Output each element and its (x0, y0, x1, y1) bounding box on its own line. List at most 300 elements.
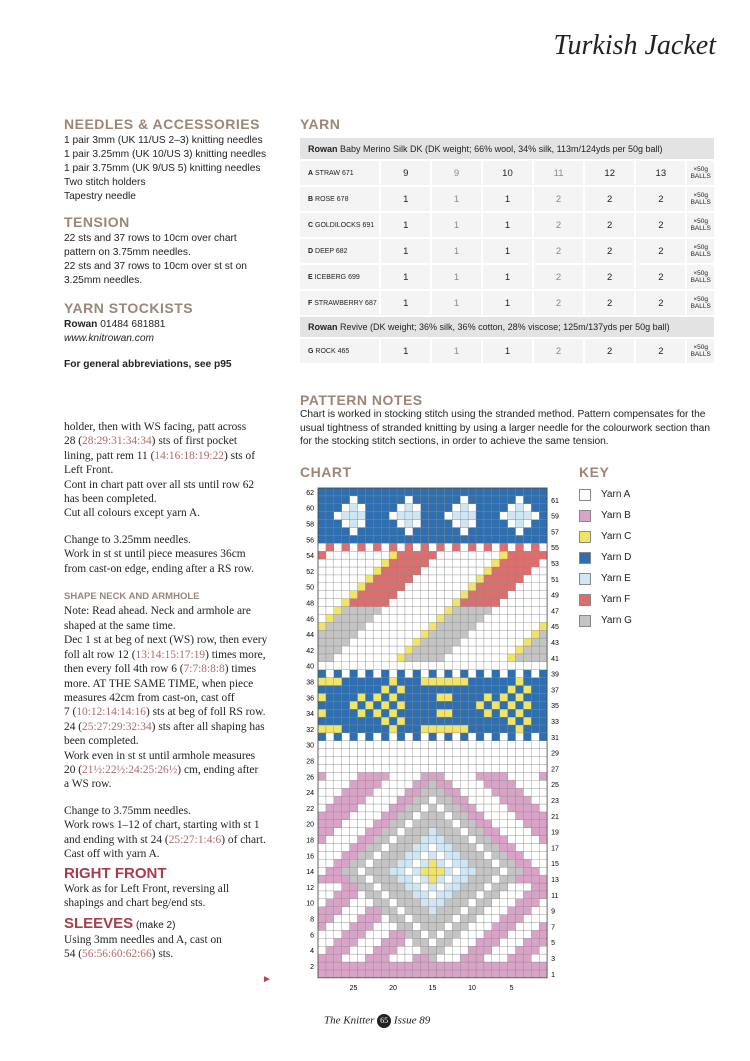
chart-stitch (421, 923, 429, 931)
chart-stitch (508, 804, 516, 812)
chart-stitch (539, 543, 547, 551)
chart-stitch (452, 788, 460, 796)
chart-stitch (484, 867, 492, 875)
chart-stitch (523, 551, 531, 559)
chart-stitch (508, 678, 516, 686)
chart-stitch (539, 567, 547, 575)
chart-stitch (484, 891, 492, 899)
chart-stitch (413, 923, 421, 931)
chart-stitch (334, 630, 342, 638)
chart-stitch (334, 638, 342, 646)
chart-stitch (476, 575, 484, 583)
chart-stitch (468, 583, 476, 591)
chart-stitch (350, 725, 358, 733)
chart-stitch (516, 891, 524, 899)
chart-stitch (492, 765, 500, 773)
chart-stitch (389, 670, 397, 678)
chart-stitch (342, 709, 350, 717)
chart-stitch (358, 804, 366, 812)
chart-stitch (373, 559, 381, 567)
chart-stitch (365, 828, 373, 836)
chart-stitch (373, 867, 381, 875)
chart-stitch (531, 851, 539, 859)
chart-stitch (381, 970, 389, 978)
chart-stitch (365, 907, 373, 915)
chart-stitch (516, 970, 524, 978)
chart-stitch (508, 496, 516, 504)
chart-stitch (381, 678, 389, 686)
yarn-quantity: 2 (533, 212, 584, 238)
chart-stitch (326, 630, 334, 638)
chart-stitch (460, 812, 468, 820)
chart-stitch (358, 575, 366, 583)
chart-row-label: 57 (551, 529, 559, 537)
chart-stitch (421, 686, 429, 694)
chart-stitch (460, 867, 468, 875)
chart-stitch (389, 772, 397, 780)
chart-stitch (397, 488, 405, 496)
chart-stitch (500, 622, 508, 630)
chart-stitch (500, 512, 508, 520)
chart-stitch (358, 693, 366, 701)
chart-stitch (413, 543, 421, 551)
chart-stitch (397, 528, 405, 536)
chart-stitch (444, 504, 452, 512)
chart-stitch (358, 488, 366, 496)
chart-stitch (468, 733, 476, 741)
chart-stitch (460, 836, 468, 844)
chart-stitch (421, 741, 429, 749)
chart-stitch (373, 915, 381, 923)
chart-stitch (342, 820, 350, 828)
chart-stitch (516, 686, 524, 694)
chart-stitch (460, 646, 468, 654)
chart-stitch (373, 567, 381, 575)
chart-stitch (350, 630, 358, 638)
chart-stitch (539, 662, 547, 670)
chart-stitch (350, 883, 358, 891)
chart-stitch (452, 607, 460, 615)
chart-stitch (508, 757, 516, 765)
chart-stitch (468, 717, 476, 725)
chart-stitch (452, 836, 460, 844)
chart-stitch (326, 607, 334, 615)
chart-stitch (389, 725, 397, 733)
chart-stitch (539, 575, 547, 583)
chart-stitch (508, 772, 516, 780)
chart-stitch (460, 962, 468, 970)
chart-stitch (373, 765, 381, 773)
chart-stitch (358, 591, 366, 599)
chart-stitch (444, 851, 452, 859)
chart-stitch (342, 891, 350, 899)
chart-stitch (318, 844, 326, 852)
chart-stitch (421, 559, 429, 567)
chart-stitch (460, 567, 468, 575)
chart-stitch (381, 757, 389, 765)
chart-stitch (381, 883, 389, 891)
chart-stitch (523, 709, 531, 717)
chart-stitch (516, 946, 524, 954)
chart-stitch (460, 749, 468, 757)
yarn-name: A STRAW 671 (300, 160, 380, 186)
chart-stitch (413, 678, 421, 686)
chart-stitch (342, 693, 350, 701)
chart-stitch (508, 543, 516, 551)
chart-stitch (452, 504, 460, 512)
chart-stitch (523, 717, 531, 725)
chart-stitch (318, 607, 326, 615)
chart-stitch (460, 630, 468, 638)
chart-stitch (476, 591, 484, 599)
yarn-row (300, 186, 714, 212)
chart-stitch (539, 488, 547, 496)
chart-stitch (373, 859, 381, 867)
chart-stitch (468, 820, 476, 828)
chart-stitch (444, 938, 452, 946)
chart-stitch (334, 804, 342, 812)
chart-stitch (318, 599, 326, 607)
chart-stitch (492, 733, 500, 741)
chart-stitch (523, 512, 531, 520)
chart-stitch (397, 717, 405, 725)
chart-stitch (476, 946, 484, 954)
chart-stitch (429, 923, 437, 931)
chart-stitch (476, 599, 484, 607)
chart-stitch (381, 891, 389, 899)
chart-stitch (326, 851, 334, 859)
chart-stitch (437, 836, 445, 844)
chart-stitch (318, 772, 326, 780)
chart-stitch (381, 820, 389, 828)
chart-stitch (508, 630, 516, 638)
chart-stitch (373, 670, 381, 678)
chart-stitch (516, 851, 524, 859)
continue-arrow-icon: ► (262, 974, 272, 985)
chart-stitch (405, 970, 413, 978)
chart-stitch (476, 907, 484, 915)
chart-stitch (468, 765, 476, 773)
chart-stitch (350, 638, 358, 646)
chart-stitch (365, 757, 373, 765)
abbreviations-note: For general abbreviations, see p95 (64, 359, 232, 370)
chart-stitch (437, 709, 445, 717)
chart-stitch (429, 646, 437, 654)
chart-stitch (429, 883, 437, 891)
chart-row-label: 55 (551, 545, 559, 553)
chart-stitch (397, 907, 405, 915)
chart-row-label: 36 (306, 695, 314, 703)
chart-stitch (389, 930, 397, 938)
chart-stitch (373, 946, 381, 954)
chart-stitch (492, 938, 500, 946)
chart-stitch (429, 512, 437, 520)
chart-stitch (326, 512, 334, 520)
chart-stitch (429, 583, 437, 591)
chart-stitch (421, 709, 429, 717)
chart-stitch (381, 938, 389, 946)
yarn-section (300, 116, 714, 365)
chart-stitch (405, 646, 413, 654)
chart-stitch (444, 535, 452, 543)
chart-stitch (381, 686, 389, 694)
chart-stitch (460, 757, 468, 765)
chart-stitch (373, 638, 381, 646)
chart-stitch (373, 749, 381, 757)
chart-stitch (318, 962, 326, 970)
chart-stitch (381, 733, 389, 741)
chart-stitch (381, 551, 389, 559)
chart-stitch (326, 638, 334, 646)
chart-stitch (516, 654, 524, 662)
chart-stitch (437, 496, 445, 504)
chart-stitch (508, 954, 516, 962)
chart-stitch (516, 907, 524, 915)
chart-stitch (389, 875, 397, 883)
chart-stitch (397, 851, 405, 859)
chart-stitch (429, 891, 437, 899)
chart-stitch (460, 528, 468, 536)
chart-stitch (405, 599, 413, 607)
chart-stitch (523, 923, 531, 931)
chart-stitch (516, 780, 524, 788)
chart-stitch (500, 488, 508, 496)
chart-stitch (413, 607, 421, 615)
chart-stitch (523, 654, 531, 662)
chart-stitch (326, 559, 334, 567)
chart-stitch (523, 938, 531, 946)
chart-stitch (444, 709, 452, 717)
chart-stitch (468, 836, 476, 844)
chart-stitch (318, 907, 326, 915)
chart-stitch (429, 772, 437, 780)
chart-stitch (358, 733, 366, 741)
chart-stitch (500, 765, 508, 773)
yarn-quantity: 1 (482, 290, 533, 316)
chart-stitch (405, 875, 413, 883)
chart-stitch (523, 567, 531, 575)
chart-stitch (492, 630, 500, 638)
chart-stitch (468, 946, 476, 954)
stockist-url[interactable]: www.knitrowan.com (64, 333, 155, 344)
chart-stitch (539, 599, 547, 607)
chart-stitch (381, 946, 389, 954)
chart-stitch (531, 804, 539, 812)
chart-stitch (350, 836, 358, 844)
chart-stitch (531, 678, 539, 686)
chart-stitch (405, 662, 413, 670)
chart-stitch (342, 607, 350, 615)
chart-stitch (389, 709, 397, 717)
key-label: Yarn A (601, 489, 631, 500)
chart-stitch (531, 551, 539, 559)
chart-stitch (342, 701, 350, 709)
chart-stitch (437, 946, 445, 954)
key-item (579, 505, 632, 526)
yarn-quantity: 2 (635, 264, 686, 290)
yarn-quantity: 2 (533, 264, 584, 290)
chart-stitch (460, 701, 468, 709)
chart-stitch (539, 962, 547, 970)
chart-stitch (326, 930, 334, 938)
chart-stitch (397, 820, 405, 828)
chart-stitch (460, 693, 468, 701)
chart-stitch (437, 678, 445, 686)
chart-stitch (468, 844, 476, 852)
tension-line: 22 sts and 37 rows to 10cm over chart (64, 233, 237, 244)
chart-stitch (539, 836, 547, 844)
chart-stitch (437, 851, 445, 859)
chart-stitch (389, 844, 397, 852)
chart-stitch (500, 788, 508, 796)
chart-stitch (437, 559, 445, 567)
chart-stitch (484, 504, 492, 512)
chart-stitch (531, 875, 539, 883)
chart-stitch (468, 559, 476, 567)
chart-stitch (389, 599, 397, 607)
chart-stitch (421, 938, 429, 946)
chart-stitch (373, 812, 381, 820)
chart-stitch (429, 520, 437, 528)
key-item (579, 568, 632, 589)
chart-row-label: 47 (551, 608, 559, 616)
chart-stitch (334, 970, 342, 978)
chart-stitch (460, 662, 468, 670)
body-line: 28 (28:29:31:34:34) sts of first pocket (64, 435, 238, 448)
chart-stitch (373, 844, 381, 852)
chart-stitch (437, 970, 445, 978)
chart-stitch (373, 551, 381, 559)
chart-stitch (476, 836, 484, 844)
chart-stitch (381, 622, 389, 630)
chart-stitch (500, 875, 508, 883)
chart-stitch (373, 543, 381, 551)
chart-stitch (516, 962, 524, 970)
chart-stitch (492, 915, 500, 923)
chart-stitch (484, 528, 492, 536)
chart-stitch (350, 575, 358, 583)
chart-stitch (342, 488, 350, 496)
chart-stitch (358, 899, 366, 907)
chart-stitch (358, 686, 366, 694)
chart-stitch (405, 559, 413, 567)
chart-stitch (413, 575, 421, 583)
chart-stitch (397, 836, 405, 844)
chart-stitch (492, 828, 500, 836)
chart-stitch (421, 638, 429, 646)
chart-stitch (350, 662, 358, 670)
chart-stitch (389, 638, 397, 646)
chart-stitch (365, 812, 373, 820)
chart-stitch (397, 654, 405, 662)
chart-stitch (460, 520, 468, 528)
chart-stitch (389, 528, 397, 536)
chart-stitch (413, 844, 421, 852)
chart-stitch (342, 520, 350, 528)
chart-stitch (413, 709, 421, 717)
tension-line: 22 sts and 37 rows to 10cm over st st on (64, 261, 247, 272)
body-line: Work in st st until piece measures 36cm (64, 548, 246, 561)
chart-stitch (358, 883, 366, 891)
chart-stitch (342, 599, 350, 607)
chart-stitch (413, 614, 421, 622)
chart-stitch (334, 693, 342, 701)
chart-stitch (516, 504, 524, 512)
chart-stitch (444, 488, 452, 496)
chart-stitch (358, 946, 366, 954)
chart-stitch (468, 915, 476, 923)
chart-stitch (444, 772, 452, 780)
chart-stitch (429, 954, 437, 962)
chart-stitch (468, 741, 476, 749)
chart-stitch (531, 693, 539, 701)
chart-stitch (429, 543, 437, 551)
chart-stitch (365, 844, 373, 852)
chart-stitch (326, 923, 334, 931)
chart-stitch (476, 875, 484, 883)
chart-stitch (484, 583, 492, 591)
chart-stitch (500, 851, 508, 859)
chart-stitch (437, 938, 445, 946)
chart-stitch (484, 820, 492, 828)
chart-stitch (492, 757, 500, 765)
chart-stitch (539, 504, 547, 512)
chart-stitch (460, 583, 468, 591)
chart-stitch (508, 654, 516, 662)
chart-stitch (373, 646, 381, 654)
chart-stitch (350, 930, 358, 938)
chart-stitch (389, 851, 397, 859)
chart-stitch (437, 614, 445, 622)
chart-stitch (500, 535, 508, 543)
chart-stitch (373, 757, 381, 765)
chart-stitch (358, 938, 366, 946)
chart-stitch (429, 504, 437, 512)
yarn-quantity: 2 (584, 264, 635, 290)
yarn-quantity: 2 (584, 290, 635, 316)
chart-stitch (405, 638, 413, 646)
chart-stitch (350, 678, 358, 686)
chart-stitch (413, 559, 421, 567)
chart-stitch (365, 693, 373, 701)
chart-stitch (539, 512, 547, 520)
chart-stitch (500, 591, 508, 599)
chart-stitch (334, 899, 342, 907)
chart-stitch (484, 520, 492, 528)
chart-stitch (342, 772, 350, 780)
chart-stitch (421, 930, 429, 938)
chart-stitch (508, 867, 516, 875)
yarn-quantity: 1 (431, 264, 482, 290)
chart-stitch (342, 954, 350, 962)
chart-stitch (500, 946, 508, 954)
chart-stitch (531, 741, 539, 749)
chart-stitch (468, 757, 476, 765)
chart-stitch (444, 701, 452, 709)
needles-line: Tapestry needle (64, 191, 136, 202)
chart-stitch (397, 749, 405, 757)
chart-stitch (405, 591, 413, 599)
chart-stitch (381, 812, 389, 820)
chart-stitch (476, 733, 484, 741)
chart-stitch (350, 528, 358, 536)
chart-stitch (381, 583, 389, 591)
chart-stitch (452, 883, 460, 891)
chart-stitch (452, 899, 460, 907)
chart-stitch (516, 741, 524, 749)
chart-stitch (452, 765, 460, 773)
chart-stitch (468, 954, 476, 962)
